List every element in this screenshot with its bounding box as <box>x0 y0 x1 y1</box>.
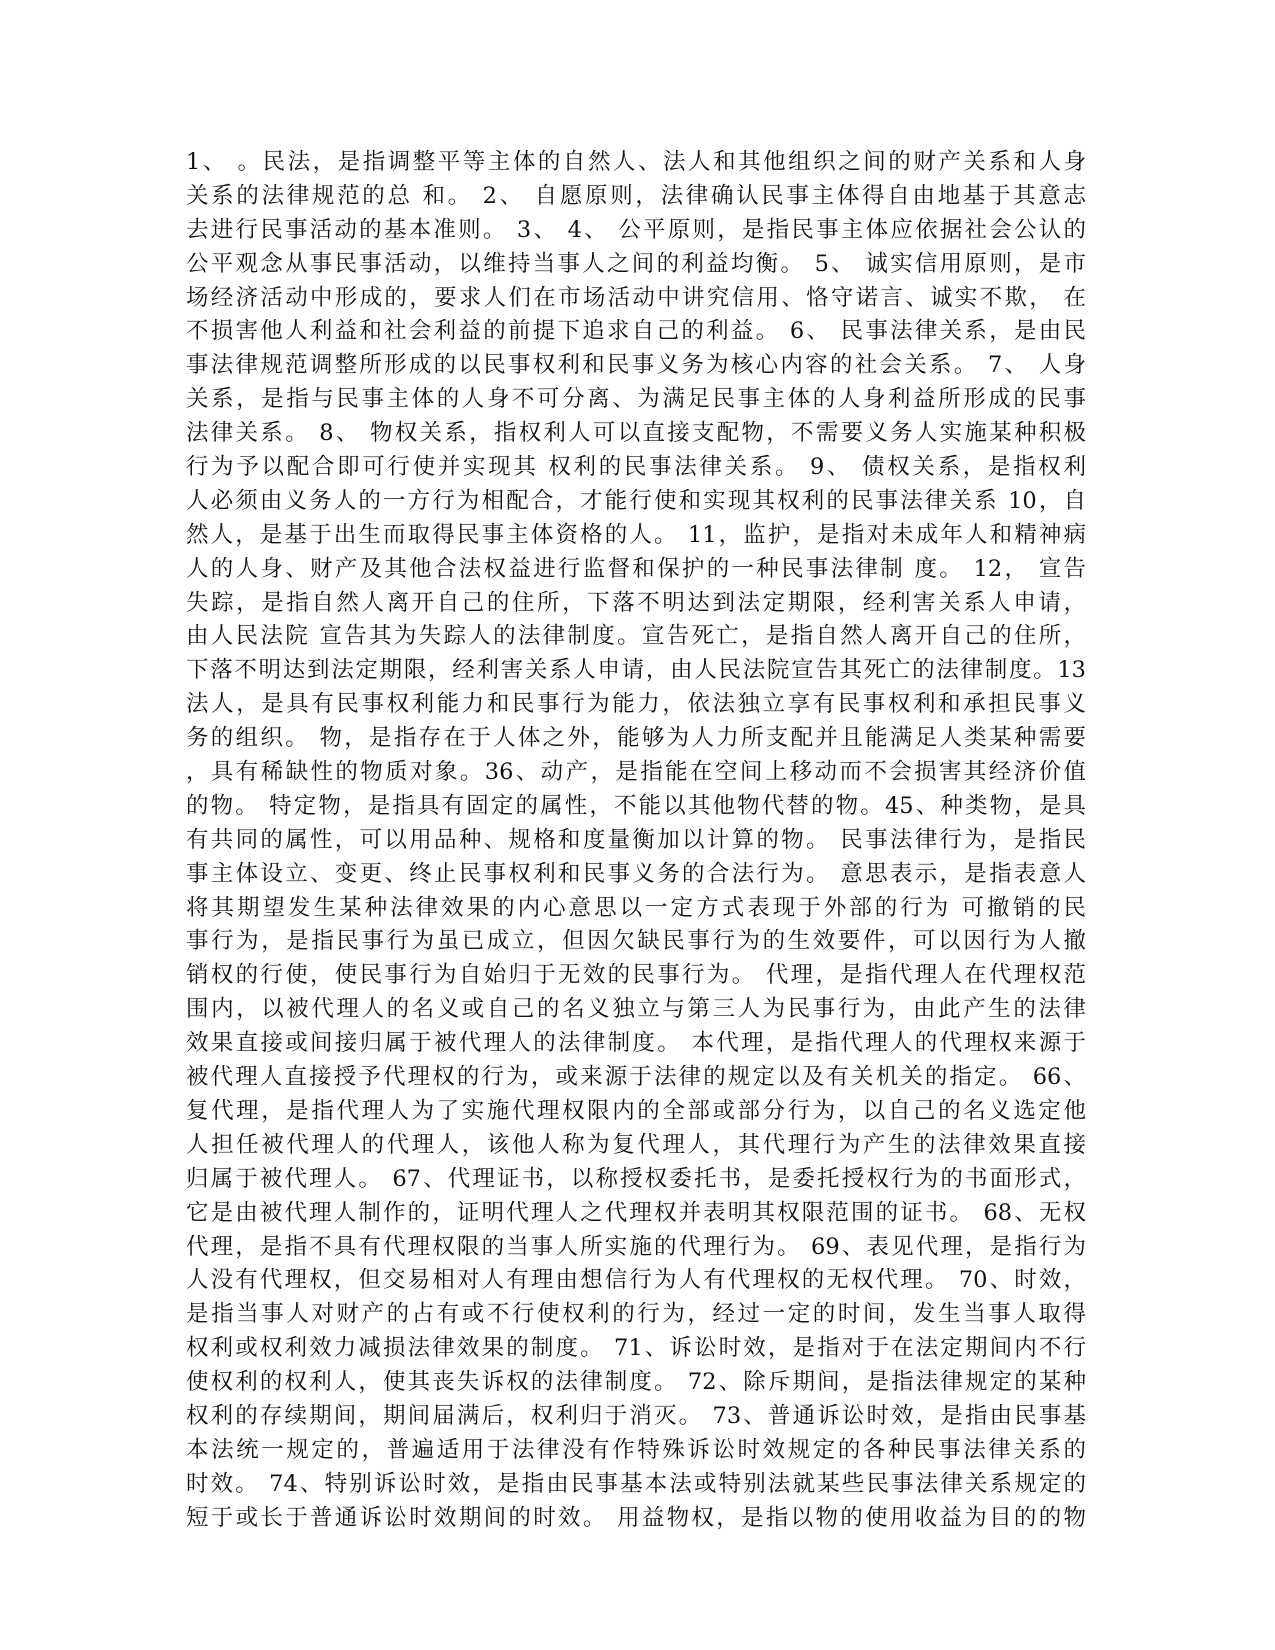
text-line: 它是由被代理人制作的，证明代理人之代理权并表明其权限范围的证书。 68、无权 <box>186 1199 1086 1226</box>
text-line: 的物。 特定物，是指具有固定的属性，不能以其他物代替的物。45、种类物，是具 <box>186 792 1086 819</box>
text-line: 将其期望发生某种法律效果的内心意思以一定方式表现于外部的行为 可撤销的民 <box>186 894 1086 921</box>
text-line: 务的组织。 物，是指存在于人体之外，能够为人力所支配并且能满足人类某种需要 <box>186 725 1086 752</box>
text-line: 1、 。民法，是指调整平等主体的自然人、法人和其他组织之间的财产关系和人身 <box>186 149 1086 175</box>
text-line: 代理，是指不具有代理权限的当事人所实施的代理行为。 69、表见代理，是指行为 <box>186 1233 1086 1260</box>
text-line: 人的人身、财产及其他合法权益进行监督和保护的一种民事法律制 度。 12， 宣告 <box>186 555 1086 582</box>
text-line: 人必须由义务人的一方行为相配合，才能行使和实现其权利的民事法律关系 10，自 <box>186 487 1086 514</box>
text-line: 公平观念从事民事活动，以维持当事人之间的利益均衡。 5、 诚实信用原则，是市 <box>186 250 1086 277</box>
text-line: 使权利的权利人，使其丧失诉权的法律制度。 72、除斥期间，是指法律规定的某种 <box>186 1369 1086 1396</box>
text-line: 被代理人直接授予代理权的行为，或来源于法律的规定以及有关机关的指定。 66、 <box>186 1064 1086 1091</box>
text-line: 权利或权利效力减损法律效果的制度。 71、诉讼时效，是指对于在法定期间内不行 <box>186 1335 1086 1362</box>
text-line: 短于或长于普通诉讼时效期间的时效。 用益物权，是指以物的使用收益为目的的物 <box>186 1504 1086 1531</box>
text-line: 失踪，是指自然人离开自己的住所，下落不明达到法定期限，经利害关系人申请， <box>186 589 1086 616</box>
text-line: 不损害他人利益和社会利益的前提下追求自己的利益。 6、 民事法律关系，是由民 <box>186 318 1086 345</box>
text-line: 下落不明达到法定期限，经利害关系人申请，由人民法院宣告其死亡的法律制度。13 <box>186 657 1086 684</box>
text-line: 行为予以配合即可行使并实现其 权利的民事法律关系。 9、 债权关系，是指权利 <box>186 454 1086 481</box>
text-line: 效果直接或间接归属于被代理人的法律制度。 本代理，是指代理人的代理权来源于 <box>186 1030 1086 1057</box>
text-line: 由人民法院 宣告其为失踪人的法律制度。宣告死亡，是指自然人离开自己的住所， <box>186 623 1086 650</box>
text-line: 销权的行使，使民事行为自始归于无效的民事行为。 代理，是指代理人在代理权范 <box>186 962 1086 989</box>
text-line: 法律关系。 8、 物权关系，指权利人可以直接支配物，不需要义务人实施某种积极 <box>186 420 1086 447</box>
text-line: 人担任被代理人的代理人，该他人称为复代理人，其代理行为产生的法律效果直接 <box>186 1131 1086 1158</box>
text-line: 有共同的属性，可以用品种、规格和度量衡加以计算的物。 民事法律行为，是指民 <box>186 826 1086 853</box>
text-line: 人没有代理权，但交易相对人有理由想信行为人有代理权的无权代理。 70、时效， <box>186 1267 1086 1294</box>
text-line: 关系，是指与民事主体的人身不可分离、为满足民事主体的人身利益所形成的民事 <box>186 386 1086 413</box>
text-line: 归属于被代理人。 67、代理证书，以称授权委托书，是委托授权行为的书面形式， <box>186 1165 1086 1192</box>
text-line: 复代理，是指代理人为了实施代理权限内的全部或部分行为，以自己的名义选定他 <box>186 1097 1086 1124</box>
body-text <box>186 146 1086 1536</box>
text-line: 场经济活动中形成的，要求人们在市场活动中讲究信用、恪守诺言、诚实不欺， 在 <box>186 284 1086 311</box>
text-line: ，具有稀缺性的物质对象。36、动产，是指能在空间上移动而不会损害其经济价值 <box>186 759 1086 786</box>
text-line: 然人，是基于出生而取得民事主体资格的人。 11，监护，是指对未成年人和精神病 <box>186 521 1086 548</box>
text-line: 时效。 74、特别诉讼时效，是指由民事基本法或特别法就某些民事法律关系规定的 <box>186 1470 1086 1497</box>
text-line: 围内，以被代理人的名义或自己的名义独立与第三人为民事行为，由此产生的法律 <box>186 996 1086 1023</box>
text-line: 关系的法律规范的总 和。 2、 自愿原则，法律确认民事主体得自由地基于其意志 <box>186 182 1086 209</box>
text-line: 去进行民事活动的基本准则。 3、 4、 公平原则，是指民事主体应依据社会公认的 <box>186 216 1086 243</box>
text-line: 事法律规范调整所形成的以民事权利和民事义务为核心内容的社会关系。 7、 人身 <box>186 352 1086 379</box>
text-line: 事主体设立、变更、终止民事权利和民事义务的合法行为。 意思表示，是指表意人 <box>186 860 1086 887</box>
text-line: 法人，是具有民事权利能力和民事行为能力，依法独立享有民事权利和承担民事义 <box>186 691 1086 718</box>
text-line: 是指当事人对财产的占有或不行使权利的行为，经过一定的时间，发生当事人取得 <box>186 1301 1086 1328</box>
text-line: 权利的存续期间，期间届满后，权利归于消灭。 73、普通诉讼时效，是指由民事基 <box>186 1402 1086 1429</box>
text-line: 本法统一规定的，普遍适用于法律没有作特殊诉讼时效规定的各种民事法律关系的 <box>186 1436 1086 1463</box>
text-line: 事行为，是指民事行为虽已成立，但因欠缺民事行为的生效要件，可以因行为人撤 <box>186 928 1086 955</box>
